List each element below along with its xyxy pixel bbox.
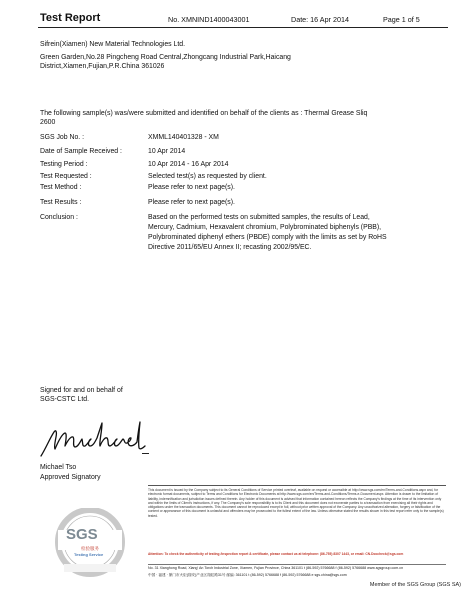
- report-title: Test Report: [40, 12, 101, 24]
- sample-intro: The following sample(s) was/were submitted and identified on behalf of the clients as : Thermal Grease Sliq: [40, 110, 368, 117]
- field-label: Test Method :: [40, 184, 82, 191]
- terms-fine-print: This document is issued by the Company subject to its General Conditions of Service printed overleaf, available on request or accessible at http://www.sgs.com/en/Terms-and-Conditions.aspx and, for electronic format documents, subject to Terms and Conditions for Electronic Documents at http://www.sgs.com/en/Terms-and-Conditions/Terms-e-Document.aspx. Attention is drawn to the limitation of liability, indemnification and jurisdiction issues defined therein. Any holder of this document is advised that information contained hereon reflects the Company's findings at the time of its intervention only and within the limits of Client's instructions, if any. The Company's sole responsibility is to its Client and this document does not exonerate parties to a transaction from exercising all their rights and obligations under the transaction documents. This document cannot be reproduced except in full, without prior written approval of the Company. Any unauthorized alteration, forgery or falsification of the content or appearance of this document is unlawful and offenders may be prosecuted to the fullest extent of the law. Unless otherwise stated the results shown in this test report refer only to the sample(s) tested.: [148, 488, 444, 518]
- sample-intro-line2: 2600: [40, 119, 56, 126]
- footer-divider: [148, 485, 446, 486]
- field-label: Test Requested :: [40, 173, 92, 180]
- report-number: No. XMNIND1400043001: [168, 15, 250, 24]
- client-address-line1: Green Garden,No.28 Pingcheng Road Central,Zhongcang Industrial Park,Haicang: [40, 54, 291, 61]
- sgs-logo-text: SGS: [66, 526, 98, 543]
- sgs-logo-sub-en: Testing Service: [74, 552, 104, 557]
- conclusion-line4: Directive 2011/65/EU Annex II; recasting 2002/95/EC.: [148, 244, 312, 251]
- handwritten-signature: [38, 418, 148, 460]
- conclusion-line1: Based on the performed tests on submitted samples, the results of Lead,: [148, 214, 370, 221]
- authenticity-notice: Attention: To check the authenticity of testing /inspection report & certificate, please contact us at telephone: (86-755) 8307 1443, or email: CN.Doccheck@sgs.com: [148, 552, 404, 556]
- signed-on-behalf: Signed for and on behalf of: [40, 387, 123, 394]
- field-value: Selected test(s) as requested by client.: [148, 173, 267, 180]
- page-indicator: Page 1 of 5: [383, 15, 420, 24]
- field-value: 10 Apr 2014: [148, 148, 186, 155]
- header-divider: [38, 27, 448, 28]
- client-name: Sifrein(Xiamen) New Material Technologies Ltd.: [40, 41, 186, 48]
- address-chinese: 中国 · 福建 · 厦门市火炬(翔安)产业区翔虹路31号 邮编: 361101 t (86-592) 5766688 f (86-592) 5766688 e sgs.china@sgs.com: [148, 573, 347, 577]
- field-label: Conclusion :: [40, 214, 78, 221]
- sgs-logo-sub: 检验服务: [81, 546, 99, 551]
- signatory-name: Michael Tso: [40, 464, 77, 471]
- field-value: XMML140401328 - XM: [148, 134, 219, 141]
- conclusion-line3: Polybrominated diphenyl ethers (PBDE) comply with the limits as set by RoHS: [148, 234, 387, 241]
- address-english: No. 31 Xianghong Road, Xiang' An Torch Industrial Zone, Xiamen, Fujian Province, China 361101 t (86-592) 5766688 f (86-592) 5766688 www.sgsgroup.com.cn: [148, 566, 404, 570]
- field-label: Date of Sample Received :: [40, 148, 122, 155]
- signatory-title: Approved Signatory: [40, 474, 101, 481]
- signed-company: SGS-CSTC Ltd.: [40, 396, 90, 403]
- field-value: 10 Apr 2014 - 16 Apr 2014: [148, 161, 229, 168]
- field-label: Test Results :: [40, 199, 82, 206]
- field-label: Testing Period :: [40, 161, 88, 168]
- field-value: Please refer to next page(s).: [148, 199, 235, 206]
- address-divider: [148, 564, 446, 565]
- client-address-line2: District,Xiamen,Fujian,P.R.China 361026: [40, 63, 165, 70]
- field-label: SGS Job No. :: [40, 134, 85, 141]
- conclusion-line2: Mercury, Cadmium, Hexavalent chromium, Polybrominated biphenyls (PBB),: [148, 224, 382, 231]
- field-value: Please refer to next page(s).: [148, 184, 235, 191]
- sgs-logo-icon: [40, 508, 140, 580]
- signature-mark: [142, 453, 149, 454]
- report-date: Date: 16 Apr 2014: [291, 15, 349, 24]
- member-of-sgs-group: Member of the SGS Group (SGS SA): [369, 582, 461, 588]
